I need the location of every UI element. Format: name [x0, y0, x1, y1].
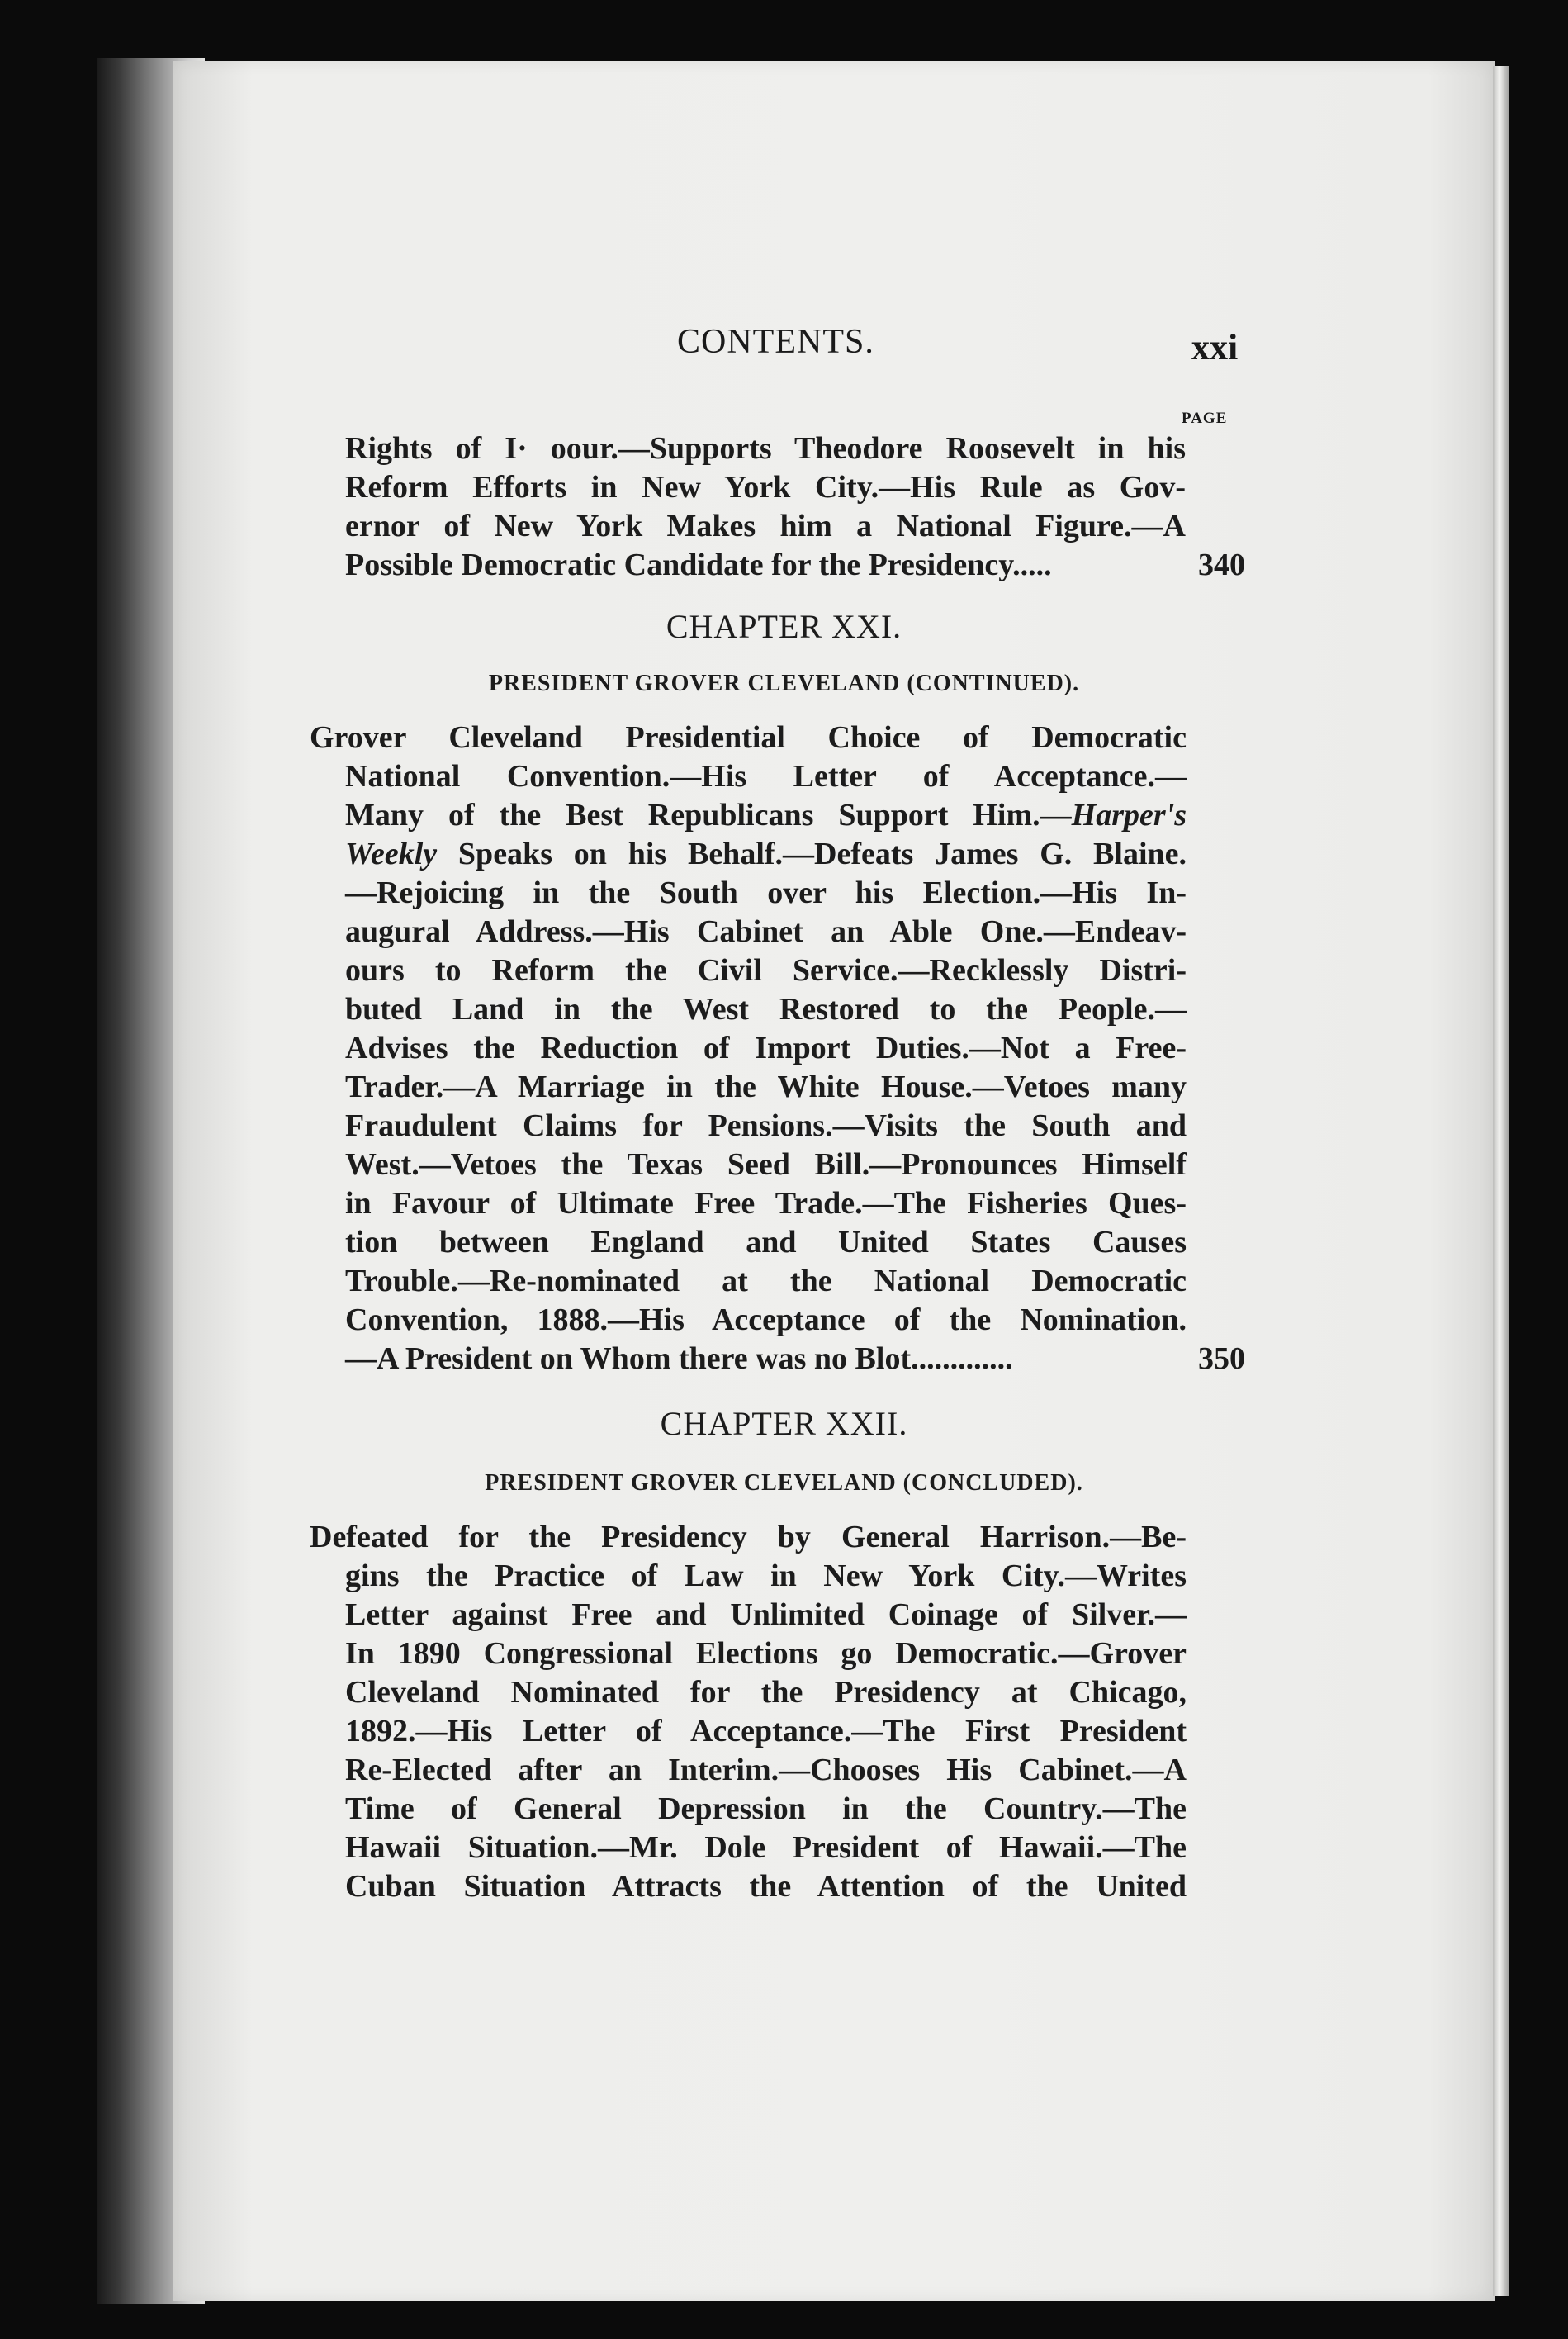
- chapter-heading: CHAPTER XXI.: [666, 608, 902, 645]
- italic-harpers: Harper's: [1071, 798, 1187, 833]
- entry-line: In 1890 Congressional Elections go Democratic.—Grover: [345, 1636, 1187, 1671]
- page-edge: [1493, 66, 1509, 2296]
- entry-last-line: Possible Democratic Candidate for the Presidency.....: [345, 548, 1052, 582]
- entry-line: buted Land in the West Restored to the People.—: [345, 992, 1187, 1027]
- chapter-subtitle: PRESIDENT GROVER CLEVELAND (CONCLUDED).: [485, 1470, 1083, 1496]
- entry-last-line: —A President on Whom there was no Blot.............: [345, 1341, 1013, 1376]
- entry-line: gins the Practice of Law in New York City.—Writes: [345, 1559, 1187, 1593]
- entry-line: Cleveland Nominated for the Presidency at Chicago,: [345, 1675, 1187, 1710]
- entry-line: augural Address.—His Cabinet an Able One.—Endeav-: [345, 914, 1187, 949]
- entry-line: Advises the Reduction of Import Duties.—Not a Free-: [345, 1031, 1187, 1065]
- page-reference: 340: [1198, 548, 1245, 582]
- running-header-title: CONTENTS.: [677, 323, 874, 361]
- entry-line: 1892.—His Letter of Acceptance.—The First President: [345, 1714, 1187, 1748]
- entry-line: tion between England and United States Causes: [345, 1225, 1187, 1260]
- entry-line: Weekly Speaks on his Behalf.—Defeats James G. Blaine.: [345, 837, 1187, 871]
- entry-line: —Rejoicing in the South over his Election.—His In-: [345, 875, 1187, 910]
- entry-line: Reform Efforts in New York City.—His Rule as Gov-: [345, 470, 1186, 505]
- entry-line: Convention, 1888.—His Acceptance of the Nomination.: [345, 1302, 1187, 1337]
- entry-line: Trader.—A Marriage in the White House.—Vetoes many: [345, 1070, 1187, 1104]
- entry-line: National Convention.—His Letter of Acceptance.—: [345, 759, 1187, 794]
- entry-line: Trouble.—Re-nominated at the National Democratic: [345, 1264, 1187, 1298]
- entry-line: Cuban Situation Attracts the Attention of the United: [345, 1869, 1187, 1904]
- entry-line: Re-Elected after an Interim.—Chooses His Cabinet.—A: [345, 1753, 1187, 1787]
- entry-line: West.—Vetoes the Texas Seed Bill.—Pronounces Himself: [345, 1147, 1187, 1182]
- entry-line: Many of the Best Republicans Support Him.—Harper's: [345, 798, 1187, 833]
- chapter-21-synopsis: [310, 719, 1187, 1340]
- entry-line: ours to Reform the Civil Service.—Recklessly Distri-: [345, 953, 1187, 988]
- chapter-22-synopsis: [310, 1518, 1187, 1906]
- page-reference: 350: [1198, 1341, 1245, 1376]
- page-number: xxi: [1191, 327, 1239, 368]
- entry-line: Letter against Free and Unlimited Coinage of Silver.—: [345, 1597, 1187, 1632]
- page-column-label: PAGE: [1182, 410, 1228, 427]
- entry-line: Defeated for the Presidency by General Harrison.—Be-: [310, 1520, 1187, 1554]
- entry-line: in Favour of Ultimate Free Trade.—The Fisheries Ques-: [345, 1186, 1187, 1221]
- chapter-heading: CHAPTER XXII.: [660, 1405, 908, 1442]
- italic-weekly: Weekly: [345, 837, 438, 871]
- entry-line: Grover Cleveland Presidential Choice of Democratic: [310, 720, 1187, 755]
- continued-entry: [345, 429, 1186, 546]
- entry-line: Rights of I· oour.—Supports Theodore Roosevelt in his: [345, 431, 1186, 466]
- entry-line: Hawaii Situation.—Mr. Dole President of Hawaii.—The: [345, 1830, 1187, 1865]
- entry-line: Time of General Depression in the Country.—The: [345, 1791, 1187, 1826]
- entry-line: Fraudulent Claims for Pensions.—Visits the South and: [345, 1108, 1187, 1143]
- chapter-subtitle: PRESIDENT GROVER CLEVELAND (CONTINUED).: [488, 671, 1080, 696]
- entry-line: ernor of New York Makes him a National Figure.—A: [345, 509, 1186, 543]
